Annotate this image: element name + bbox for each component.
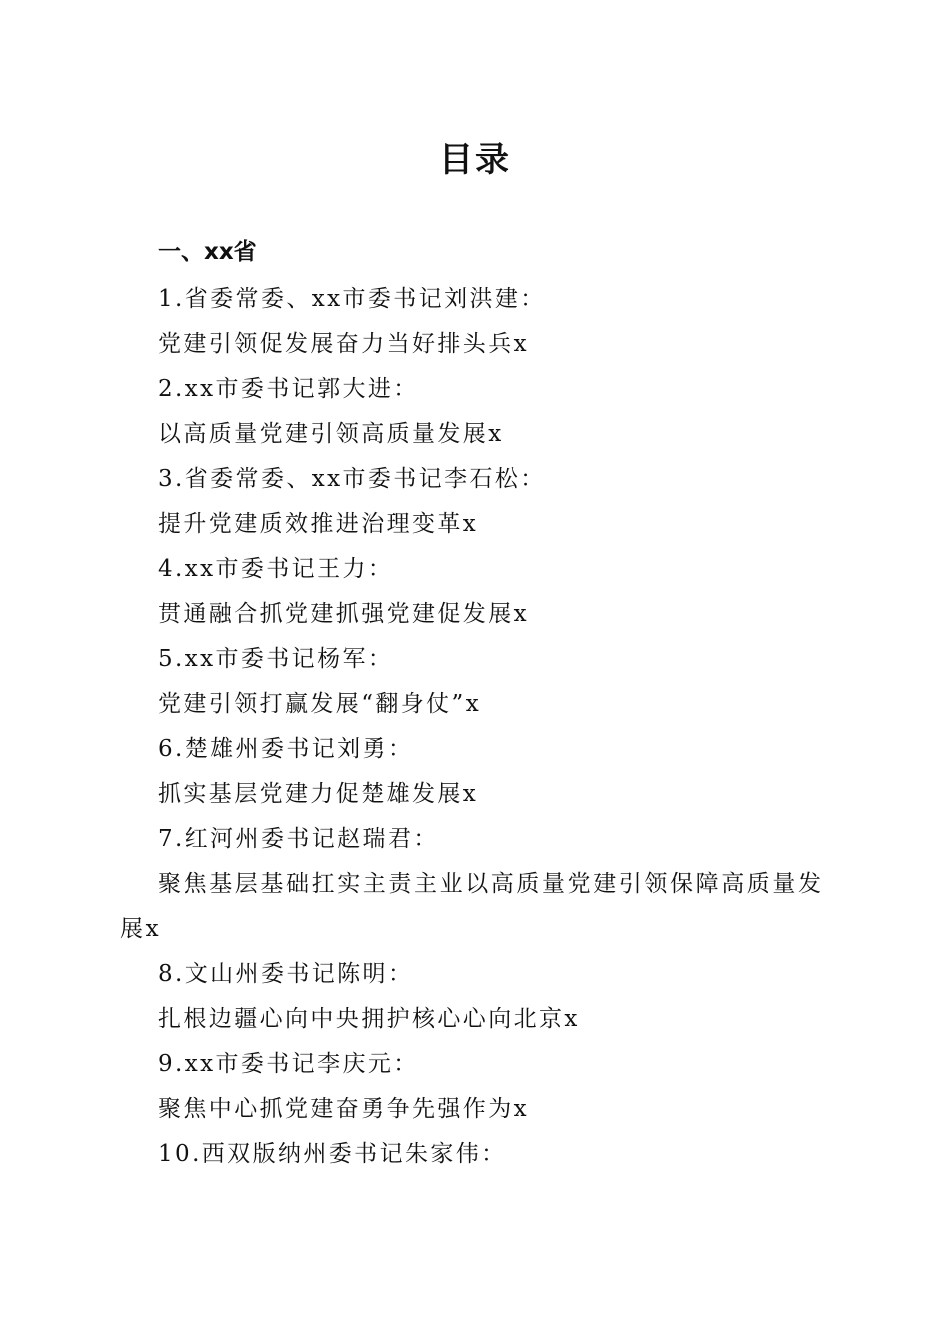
toc-entry-heading: 9.xx市委书记李庆元： <box>158 1051 419 1077</box>
table-of-contents <box>120 232 830 1177</box>
toc-entry-heading: 5.xx市委书记杨军： <box>158 646 394 672</box>
toc-entry-article: 聚焦基层基础扛实主责主业以高质量党建引领保障高质量发展x <box>120 871 824 942</box>
toc-entry-heading: 1.省委常委、xx市委书记刘洪建： <box>158 286 546 312</box>
page-title: 目录 <box>439 140 511 180</box>
toc-entry-article: 党建引领促发展奋力当好排头兵x <box>158 331 529 357</box>
toc-entry-article: 党建引领打赢发展“翻身仗”x <box>158 691 482 717</box>
toc-entry-article: 提升党建质效推进治理变革x <box>158 511 479 537</box>
toc-entry-article: 抓实基层党建力促楚雄发展x <box>158 781 479 807</box>
toc-entry-heading: 8.文山州委书记陈明： <box>158 961 414 987</box>
toc-entry-heading: 10.西双版纳州委书记朱家伟： <box>158 1141 507 1167</box>
toc-entry-article: 以高质量党建引领高质量发展x <box>158 421 504 447</box>
toc-entry-article: 贯通融合抓党建抓强党建促发展x <box>158 601 529 627</box>
toc-entry-heading: 3.省委常委、xx市委书记李石松： <box>158 466 546 492</box>
toc-entry-heading: 2.xx市委书记郭大进： <box>158 376 419 402</box>
toc-entry-heading: 4.xx市委书记王力： <box>158 556 394 582</box>
section-heading: 一、xx省 <box>158 239 257 265</box>
toc-entry-article: 聚焦中心抓党建奋勇争先强作为x <box>158 1096 529 1122</box>
toc-entry-heading: 7.红河州委书记赵瑞君： <box>158 826 439 852</box>
toc-entry-heading: 6.楚雄州委书记刘勇： <box>158 736 414 762</box>
toc-entry-article: 扎根边疆心向中央拥护核心心向北京x <box>158 1006 580 1032</box>
